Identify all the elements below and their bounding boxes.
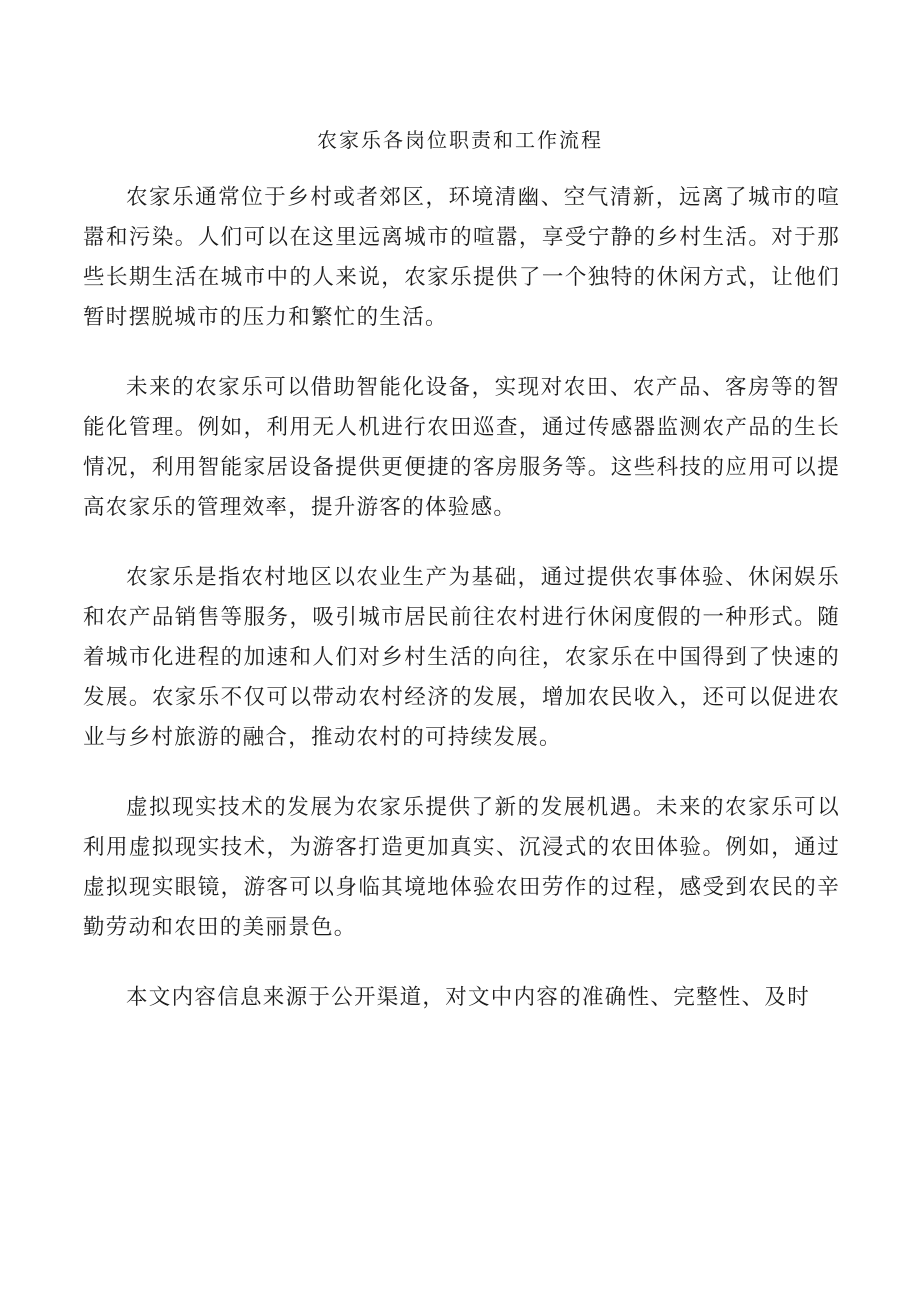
paragraph-4: 虚拟现实技术的发展为农家乐提供了新的发展机遇。未来的农家乐可以利用虚拟现实技术，为游客打造更加真实、沉浸式的农田体验。例如，通过虚拟现实眼镜，游客可以身临其境地体验农田劳作的过程，感受到农民的辛勤劳动和农田的美丽景色。 — [83, 795, 840, 940]
paragraph-2: 未来的农家乐可以借助智能化设备，实现对农田、农产品、客房等的智能化管理。例如，利用无人机进行农田巡查，通过传感器监测农产品的生长情况，利用智能家居设备提供更便捷的客房服务等。这些科技的应用可以提高农家乐的管理效率，提升游客的体验感。 — [83, 375, 840, 520]
document-body — [83, 178, 840, 1018]
paragraph-1: 农家乐通常位于乡村或者郊区，环境清幽、空气清新，远离了城市的喧嚣和污染。人们可以在这里远离城市的喧嚣，享受宁静的乡村生活。对于那些长期生活在城市中的人来说，农家乐提供了一个独特的休闲方式，让他们暂时摆脱城市的压力和繁忙的生活。 — [83, 185, 840, 330]
paragraph-5: 本文内容信息来源于公开渠道，对文中内容的准确性、完整性、及时 — [126, 985, 811, 1010]
document-title: 农家乐各岗位职责和工作流程 — [317, 128, 603, 152]
paragraph-3: 农家乐是指农村地区以农业生产为基础，通过提供农事体验、休闲娱乐和农产品销售等服务，吸引城市居民前往农村进行休闲度假的一种形式。随着城市化进程的加速和人们对乡村生活的向往，农家乐在中国得到了快速的发展。农家乐不仅可以带动农村经济的发展，增加农民收入，还可以促进农业与乡村旅游的融合，推动农村的可持续发展。 — [83, 565, 840, 750]
